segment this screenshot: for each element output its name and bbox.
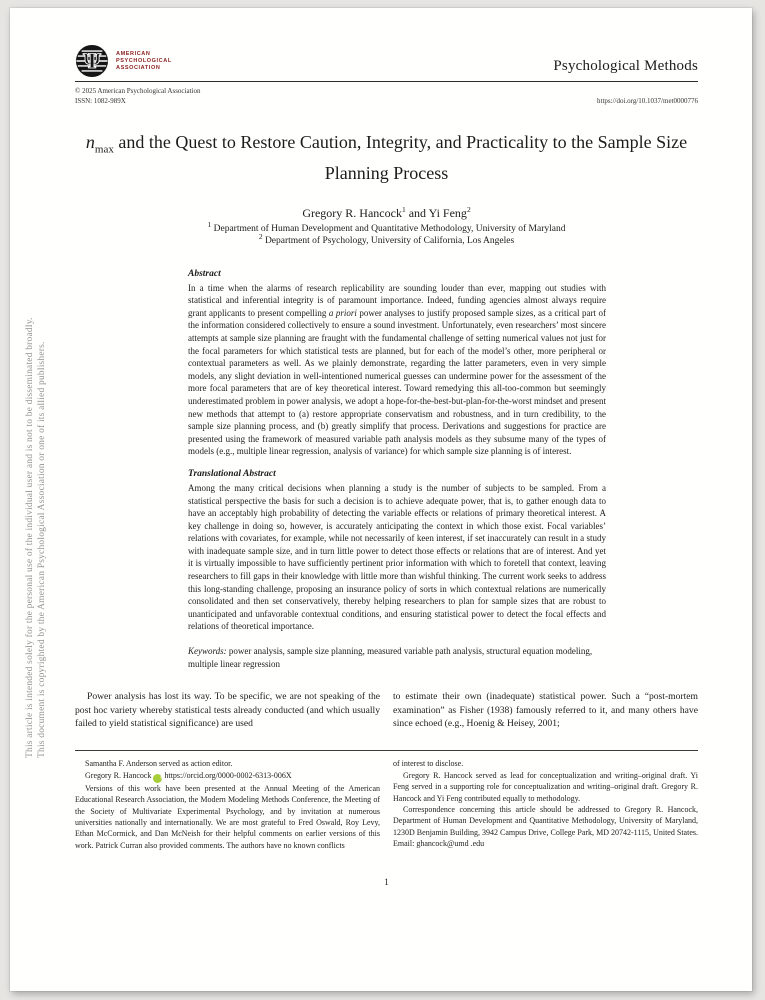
article-page [10, 8, 752, 991]
keywords-line [188, 645, 606, 670]
title-text: and the Quest to Restore Caution, Integrity, and Practicality to the Sample Size Planning Process [113, 132, 688, 183]
abstract-text-part2: power analyses to justify proposed sample sizes, as a critical part of the information considered collectively to ensure a sound investment. Unfortunately, even researchers’ most sincere attempts at sample size planning are fraught with the fundamental challenge of setting numerical values not just for the focal parameters for which statistical tests are planned, but for each of the model’s other, more peripheral or contextual parameters as well. As we plainly demonstrate, regarding the latter parameters, even in very simple models, any slight deviation in well-intentioned numerical guesses can undermine power for the assessment of the more focal parameters that are of key theoretical interest. Toward remedying this all-too-common but seemingly underestimated problem in power analysis, we adopt a hope-for-the-best-but-plan-for-the-worst mindset and present new methods that attempt to (a) restore appropriate conservatism and robustness, and in turn credibility, to the sample size planning process, and (b) greatly simplify that process. Derivations and suggestions for practice are presented using the framework of measured variable path analysis models as they subsume many of the types of models (e.g., multiple linear regression, analysis of variance) for which sample size planning is of interest. [188, 307, 607, 457]
affiliation-2-marker: 2 [258, 231, 263, 241]
abstract-text-part1: In a time when the alarms of research replicability are sounding louder than ever, mapping out studies with statistical and inferential integrity is of paramount importance. Indeed, funding agencies almost always require grant applicants to present compelling [188, 282, 606, 318]
author-note [75, 758, 698, 851]
abstract-section [188, 269, 606, 671]
conflicts-continuation: of interest to disclose. [393, 759, 464, 769]
apa-wordmark-line2: PSYCHOLOGICAL [116, 57, 172, 64]
journal-header [75, 44, 698, 78]
copyright-line: © 2025 American Psychological Association [75, 87, 201, 95]
author-note-left-column [75, 758, 380, 851]
title-variable: n [85, 132, 95, 152]
abstract-text [188, 282, 606, 458]
affiliations [75, 219, 698, 247]
author-1-affiliation-marker: 1 [401, 204, 406, 214]
abstract-heading: Abstract [188, 268, 221, 279]
keywords-text: power analysis, sample size planning, measured variable path analysis, structural equation modeling, multiple linear regression [188, 646, 593, 669]
issn-line: ISSN: 1082-989X [75, 96, 126, 105]
abstract-italic-phrase: a priori [328, 307, 357, 318]
copyright-notice-vertical-outer: This article is intended solely for the personal use of the individual user and is not to be disseminated broadly. [25, 317, 35, 758]
apa-wordmark-line1: AMERICAN [116, 50, 151, 57]
svg-text:Ψ: Ψ [82, 49, 102, 74]
orcid-author-name: Gregory R. Hancock [85, 770, 152, 780]
affiliation-1 [75, 219, 698, 235]
author-2: Yi Feng [428, 205, 467, 220]
body-text [75, 690, 698, 730]
orcid-icon[interactable]: iD [153, 774, 162, 783]
orcid-url[interactable]: https://orcid.org/0000-0002-6313-006X [164, 770, 292, 780]
affiliation-1-marker: 1 [207, 219, 212, 229]
apa-wordmark-line3: ASSOCIATION [116, 64, 161, 71]
footnote-rule [75, 750, 698, 751]
page-number: 1 [384, 877, 389, 888]
journal-title: Psychological Methods [553, 58, 698, 74]
affiliation-2-text: Department of Psychology, University of California, Los Angeles [262, 235, 515, 246]
copyright-issn-block [75, 87, 200, 106]
orcid-line [75, 770, 380, 783]
affiliation-1-text: Department of Human Development and Quantitative Methodology, University of Maryland [211, 223, 566, 234]
author-byline [75, 206, 698, 221]
header-rule [75, 81, 698, 82]
apa-psi-logo-icon [75, 44, 109, 78]
body-paragraph-left: Power analysis has lost its way. To be specific, we are not speaking of the post hoc variety whereby statistical tests already conducted (and which usually failed to yield statistical significance) are used [75, 691, 380, 730]
translational-abstract-heading: Translational Abstract [188, 468, 276, 479]
body-left-column [75, 690, 380, 730]
body-right-column [393, 690, 698, 730]
title-variable-subscript: max [94, 143, 114, 156]
publication-meta [75, 87, 698, 106]
acknowledgments-note: Versions of this work have been presented at the Annual Meeting of the American Educational Research Association, the Modern Modeling Methods Conference, the Meeting of the Society of Multivariate Experimental Psychology, and by invitation at numerous universities nationally and internationally. We are most grateful to Fred Oswald, Roy Levy, Ethan McCormick, and Dan McNeish for their helpful comments on earlier versions of this work. Patrick Curran also provided comments. The authors have no known conflicts [75, 783, 380, 850]
keywords-label: Keywords: [188, 646, 227, 657]
author-contributions-note: Gregory R. Hancock served as lead for conceptualization and writing–original draft. Yi Feng served in a supporting role for conceptualization and writing–original draft. Gregory R. Hancock and Yi Feng contributed equally to methodology. [393, 770, 698, 803]
author-note-right-column [393, 758, 698, 851]
translational-abstract-text: Among the many critical decisions when planning a study is the number of subjects to be sampled. From a statistical perspective the basis for such a decision is to achieve adequate power, that is, to gather enough data to have an acceptably high probability of detecting the variable effects or relations of primary theoretical interest. A key challenge in doing so, however, is accurately anticipating the context in which those exist. Focal variables’ relations with covariates, for example, while not necessarily of keen interest, if set inaccurately can result in a study with inadequate sample size, and in turn little power to detect those effects or relations that are of interest. And yet it is virtually impossible to have sufficiently pertinent prior information with which to foretell that context, leaving researchers to fill gaps in their knowledge with little more than wishful thinking. The current work seeks to address this long-standing challenge, proposing an insurance policy of sorts in which contextual relations are numerically consolidated and then set conservatively, thereby helping researchers to plan for sample sizes that are robust to unanticipated and unfavorable contextual conditions, and ensuring statistical power to detect the focal effects and relations of theoretical importance. [188, 482, 606, 632]
affiliation-2 [75, 231, 698, 247]
byline-connector: and [405, 205, 429, 220]
apa-logo [75, 44, 172, 78]
body-paragraph-right: to estimate their own (inadequate) statistical power. Such a “post-mortem examination” as Fisher (1938) famously referred to it, and many others have since echoed (e.g., Hoenig & Heisey, 2001; [393, 691, 698, 730]
author-2-affiliation-marker: 2 [466, 204, 471, 214]
copyright-notice-vertical-inner: This document is copyrighted by the American Psychological Association or one of its allied publishers. [37, 341, 47, 758]
correspondence-note: Correspondence concerning this article should be addressed to Gregory R. Hancock, Department of Human Development and Quantitative Methodology, University of Maryland, 1230D Benjamin Building, 3942 Campus Drive, College Park, MD 20742-1115, United States. Email: ghancock@umd .edu [393, 805, 698, 849]
author-1: Gregory R. Hancock [302, 205, 402, 220]
apa-logo-wordmark [116, 51, 172, 72]
doi-link[interactable]: https://doi.org/10.1037/met0000776 [597, 96, 698, 105]
article-title [75, 131, 698, 185]
action-editor-note: Samantha F. Anderson served as action editor. [85, 759, 233, 769]
translational-abstract-section [188, 469, 606, 633]
